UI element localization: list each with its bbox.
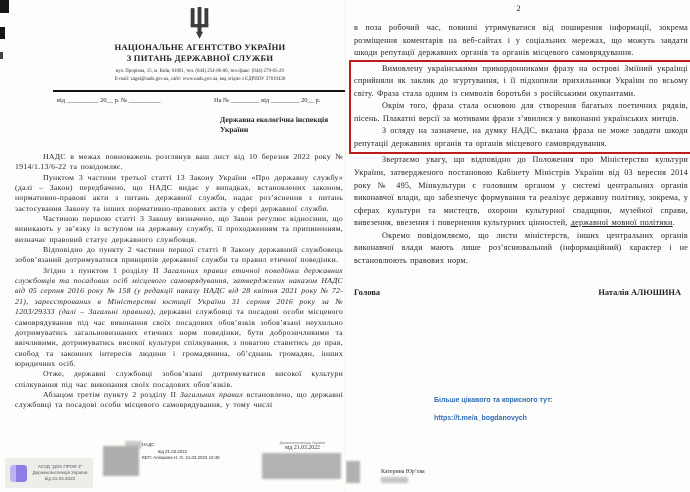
text-segment: Звертаємо увагу, що відповідно до Положення про Міністерство культури України, затвердженого постановою Кабінету Міністрів України від 03 вересня 2014 року № 495, Мінкультури є головним органом у системі центральних органів виконавчої влади, що забезпечує формування та реалізує державну політику, зокрема, у сферах культури та мистецтв, охорони культурної спадщини, музейної справи, вивезення, ввезення і повернення культурних цінностей, — [354, 155, 688, 228]
highlight-box — [349, 60, 690, 155]
redacted-block — [262, 453, 341, 479]
paragraph — [354, 125, 688, 150]
text-segment: державні службовці та посадові особи місцевого самоврядування під час виконання своїх посадових обов’язків зобов’язані неухильно дотримуватись загальновизнаних етичних норм поведінки, бути доброзичливими та ввічливими, дотримуватись високої культури спілкування, з повагою ставитись до прав, свобод та законних інтересів людини і громадянина, об’єднань громадян, інших юридичних осіб. — [15, 307, 344, 368]
promo-heading: Більше цікавого та корисного тут: — [434, 397, 553, 404]
stamp-line: від 21.03.2022 — [285, 445, 320, 451]
text-segment: Загальних правил етичної поведінки державних службовців та посадових осіб місцевого самоврядування, затверджених наказом НАДС від 05 серпня 2016 року № 158 (у редакції наказу НАДС від 28 квітня 2021 року № 72-21), зареєстрованих в Міністерстві юстиції України 31 серпня 2016 року за № 1203/29333 (далі – Загальні правила), — [15, 265, 344, 317]
stamp-line: Держекоінспекція Україна — [32, 470, 88, 476]
text-segment: Частиною першою статті 3 Закону визначено, що Закон регулює відносини, що виникають у зв’язку із вступом на державну службу, її проходженням та припиненням, визначає правовий статус державного службовця. — [15, 214, 343, 244]
stamp-doc-prof — [5, 458, 93, 488]
body-continuation — [354, 22, 688, 60]
paragraph — [15, 245, 343, 266]
ukraine-trident-emblem — [187, 7, 212, 40]
paragraph — [15, 369, 343, 390]
telegram-link[interactable]: https://t.me/a_bogdanovych — [434, 415, 527, 422]
text-segment: Окрім того, фраза стала основою для створення багатьох поетичних рядків, пісень. Плакатні версії за мотивами фрази з’явилися у виконанні українських митців. — [354, 101, 688, 123]
letter-body-page1 — [15, 152, 343, 411]
promo-block — [434, 397, 553, 422]
text-segment: Відповідно до пункту 2 частини першої статті 8 Закону державний службовець зобов’язаний дотримуватися принципів державної служби та правил етичної поведінки. — [15, 245, 343, 265]
letterhead-divider — [53, 90, 345, 92]
scan-artifact — [0, 52, 3, 59]
redacted-block — [346, 461, 360, 483]
paragraph — [354, 22, 688, 60]
agency-contacts — [55, 68, 345, 83]
doc-prof-app-icon — [10, 465, 27, 482]
executor-name: Катерина Юр’єва — [381, 469, 425, 475]
paragraph — [15, 173, 343, 214]
stamp-line: АСУД "ДОК ПРОФ 3" — [37, 464, 83, 470]
agency-address: вул. Прорізна, 15, м. Київ, 01601, тел. (044) 254-06-00, тел./факс: (044) 279-05-29 — [116, 69, 284, 74]
stamp-line: НАДС — [142, 442, 155, 447]
letter-page-2 — [345, 0, 690, 492]
scan-artifact — [0, 0, 9, 13]
stamp-registration — [262, 441, 343, 479]
stamp-line: Держекоінспекція України — [279, 441, 326, 445]
text-segment: Окремо повідомляємо, що листи міністерств, інших центральних органів виконавчої влади мають лише роз’яснювальний (інформаційний) характер і не встановлюють правових норм. — [354, 230, 688, 265]
outgoing-ref-field: від __________ 20__ р. № __________ — [57, 97, 161, 104]
paragraph — [354, 100, 688, 125]
text-segment: Вимовлену українськими прикордонниками фразу на острові Зміїний українці сприйняли як заклик до згуртування, і її підхопили прихильники України по всьому світу. Фраза стала одним із символів боротьби з російськими окупантами. — [354, 63, 688, 98]
text-segment: З огляду на зазначене, на думку НАДС, вказана фраза не може завдати шкоди репутації державних органів та органів місцевого самоврядування. — [354, 126, 688, 148]
signer-title: Голова — [354, 288, 381, 297]
text-segment: НАДС в межах повноважень розглянув ваш лист від 10 березня 2022 року № 1914/1.13/6-22 та повідомляє. — [15, 152, 343, 172]
paragraph — [15, 214, 343, 245]
signature-row — [354, 288, 681, 297]
paragraph — [15, 152, 343, 173]
scan-artifact — [0, 27, 5, 39]
executor-block — [381, 469, 425, 483]
body-after-highlight — [354, 154, 688, 267]
signer-name: Наталія АЛЮШИНА — [598, 288, 681, 297]
redacted-block — [103, 446, 139, 476]
paragraph — [354, 154, 688, 229]
text-segment: Загальних правил — [180, 389, 243, 399]
agency-title-line2: З ПИТАНЬ ДЕРЖАВНОЇ СЛУЖБИ — [126, 52, 274, 63]
addressee-line2: України — [220, 124, 249, 134]
text-segment: встановлено, що державні службовці та посадові особи місцевого самоврядування, у тому числі — [15, 389, 343, 410]
letter-body-page2 — [354, 22, 688, 267]
agency-title-line1: НАЦІОНАЛЬНЕ АГЕНТСТВО УКРАЇНИ — [114, 42, 286, 52]
stamp-line: КЕП: Алюшина Н. О. 21.03.2022 10:48 — [142, 455, 220, 460]
text-segment: в поза робочий час, повинні утримуватися від поширення інформації, зокрема розміщення коментарів на веб-сайтах і у соціальних мережах, що можуть завдати шкоди репутації державних органів та органів місцевого самоврядування. — [354, 23, 688, 58]
text-segment: Абзацом третім пункту 2 розділу II — [43, 389, 181, 399]
text-segment: Отже, державні службовці зобов’язані дотримуватися високої культури спілкування під час виконання своїх посадових обов’язків. — [15, 369, 343, 389]
text-segment: Пунктом 3 частини третьої статті 13 Закону України «Про державну службу» (далі – Закон) передбачено, що НАДС видає у випадках, встановлених законом, нормативно-правові акти з питань державної служби, надає роз’яснення з питань застосування Закону та інших нормативно-правових актів у сфері державної служби. — [15, 172, 343, 213]
agency-title — [55, 42, 345, 63]
incoming-ref-field: На № _________ від _________ 20__ р. — [214, 97, 321, 104]
stamp-nads-signature — [103, 441, 233, 481]
paragraph — [15, 390, 343, 411]
stamp-line: від 21.03.2022 — [158, 448, 188, 454]
addressee-block — [220, 115, 342, 134]
paragraph — [15, 266, 343, 369]
text-segment: . — [672, 218, 675, 228]
addressee-line1: Державна екологічна інспекція — [220, 115, 329, 124]
agency-email-site: E-mail: zagal@nads.gov.ua, сайт: www.nads.gov.ua, код згідно з ЄДРПОУ 37819430 — [114, 76, 286, 82]
page-number: 2 — [516, 4, 521, 13]
paragraph — [354, 63, 688, 101]
text-segment: Згідно з пунктом 1 розділу II — [43, 265, 164, 275]
paragraph — [354, 230, 688, 268]
text-segment: державної мовної політики — [570, 218, 673, 228]
stamp-doc-prof-text — [27, 464, 93, 481]
stamp-line: від 21.03.2022 — [44, 475, 76, 481]
redacted-phone — [381, 477, 408, 483]
